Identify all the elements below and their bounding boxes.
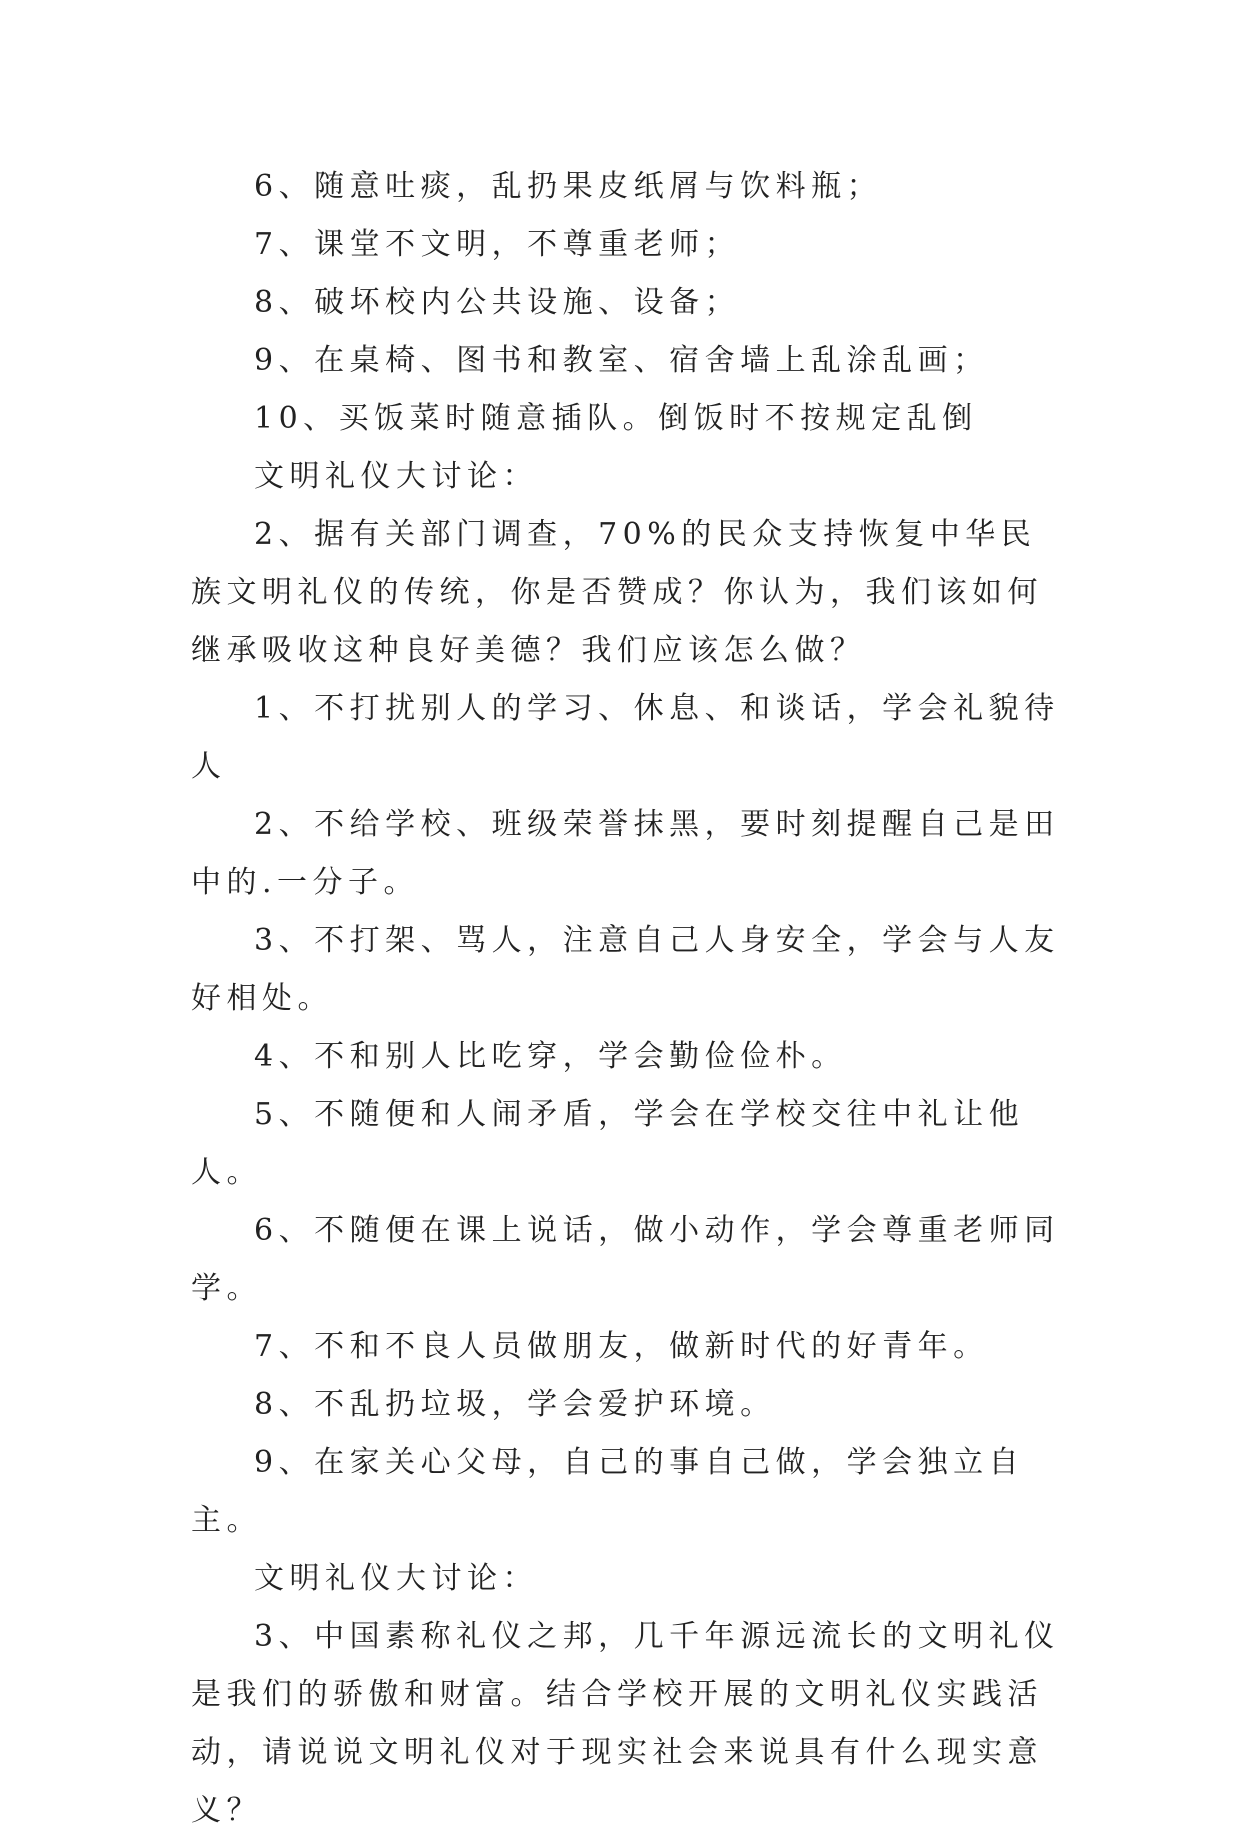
paragraph: 5、不随便和人闹矛盾，学会在学校交往中礼让他人。: [191, 1097, 1025, 1190]
paragraph: 8、破坏校内公共设施、设备；: [254, 285, 741, 320]
document-body: [191, 158, 1061, 1840]
section-heading: 文明礼仪大讨论：: [254, 1561, 538, 1596]
paragraph: 6、不随便在课上说话，做小动作，学会尊重老师同学。: [191, 1213, 1060, 1306]
paragraph: 2、不给学校、班级荣誉抹黑，要时刻提醒自己是田中的.一分子。: [191, 807, 1060, 900]
paragraph: 9、在桌椅、图书和教室、宿舍墙上乱涂乱画；: [254, 343, 989, 378]
paragraph: 6、随意吐痰，乱扔果皮纸屑与饮料瓶；: [254, 169, 883, 204]
paragraph: 8、不乱扔垃圾，学会爱护环境。: [254, 1387, 776, 1422]
paragraph: 2、据有关部门调查，70%的民众支持恢复中华民族文明礼仪的传统，你是否赞成？你认为，我们该如何继承吸收这种良好美德？我们应该怎么做？: [191, 517, 1043, 668]
paragraph: 7、不和不良人员做朋友，做新时代的好青年。: [254, 1329, 989, 1364]
paragraph: 9、在家关心父母，自己的事自己做，学会独立自主。: [191, 1445, 1025, 1538]
paragraph: 3、中国素称礼仪之邦，几千年源远流长的文明礼仪是我们的骄傲和财富。结合学校开展的文明礼仪实践活动，请说说文明礼仪对于现实社会来说具有什么现实意义？: [191, 1619, 1060, 1828]
paragraph: 1、不打扰别人的学习、休息、和谈话，学会礼貌待人: [191, 691, 1060, 784]
paragraph: 7、课堂不文明，不尊重老师；: [254, 227, 741, 262]
paragraph: 10、买饭菜时随意插队。倒饭时不按规定乱倒: [254, 401, 978, 436]
section-heading: 文明礼仪大讨论：: [254, 459, 538, 494]
paragraph: 4、不和别人比吃穿，学会勤俭俭朴。: [254, 1039, 847, 1074]
paragraph: 3、不打架、骂人，注意自己人身安全，学会与人友好相处。: [191, 923, 1060, 1016]
